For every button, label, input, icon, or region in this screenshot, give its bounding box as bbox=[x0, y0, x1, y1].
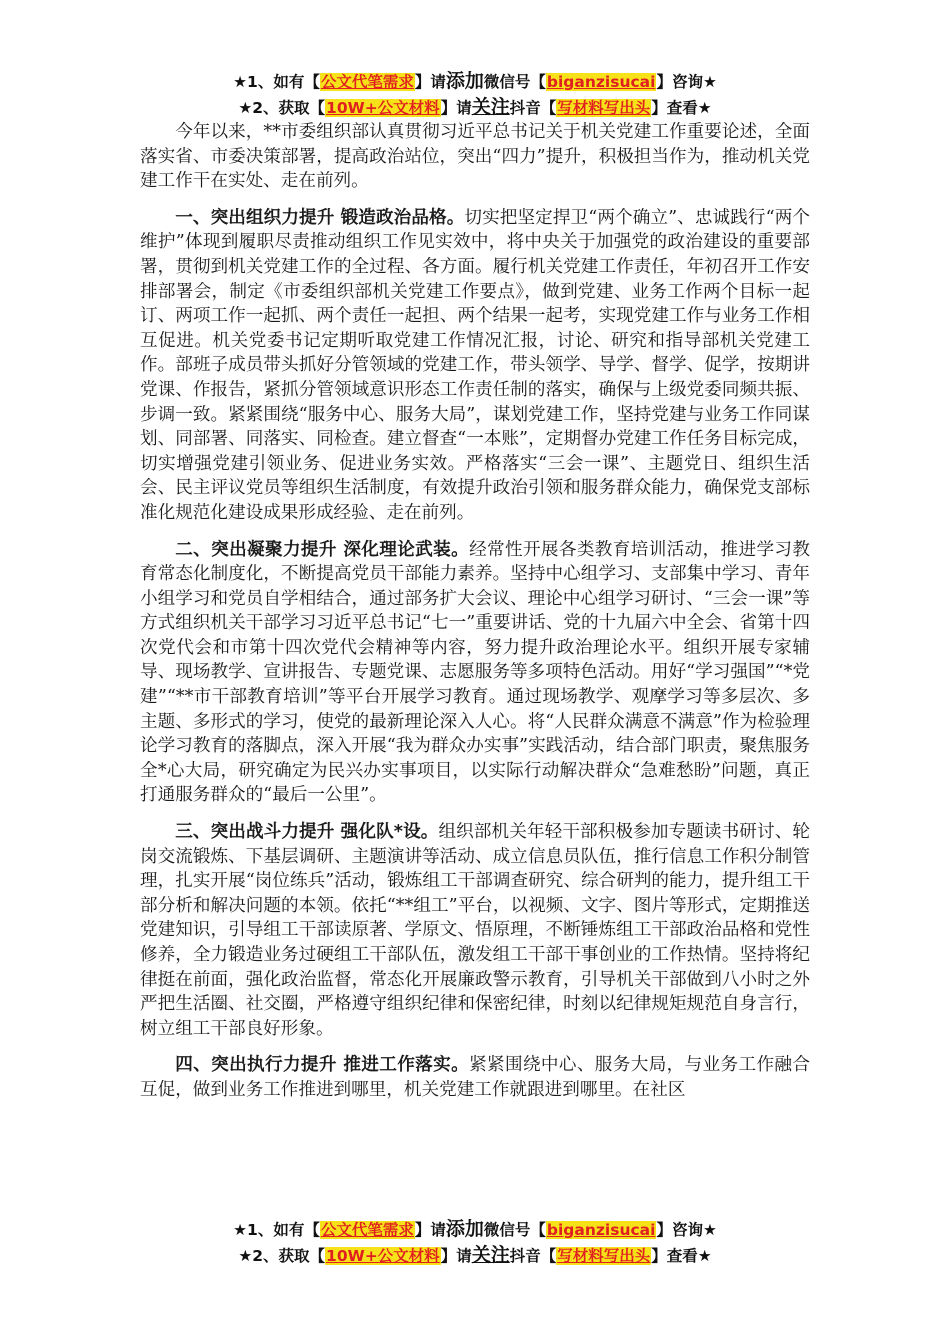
banner-highlight: biganzisucai bbox=[546, 73, 656, 91]
section-text: 组织部机关年轻干部积极参加专题读书研讨、轮岗交流锻炼、下基层调研、主题演讲等活动、成立信息员队伍，推行信息工作积分制管理，扎实开展“岗位练兵”活动，锻炼组工干部调查研究、综合研判的能力，提升组工干部分析和解决问题的本领。依托“**组工”平台，以视频、文字、图片等形式，定期推送党建知识，引导组工干部读原著、学原文、悟原理，不断锤炼组工干部政治品格和党性修养，全力锻造业务过硬组工干部队伍，激发组工干部干事创业的工作热情。坚持将纪律挺在前面，强化政治监督，常态化开展廉政警示教育，引导机关干部做到八小时之外严把生活圈、社交圈，严格遵守组织纪律和保密纪律，时刻以纪律规矩规范自身言行，树立组工干部良好形象。 bbox=[140, 822, 810, 1039]
banner-highlight: 写材料写出头 bbox=[557, 99, 651, 117]
banner-text: 抖音【 bbox=[509, 99, 557, 117]
section-text: 紧紧围绕中心、服务大局，与业务工作融合互促，做到业务工作推进到哪里，机关党建工作就跟进到哪里。在社区 bbox=[140, 1055, 810, 1100]
banner-highlight: 公文代笔需求 bbox=[320, 1221, 414, 1239]
banner-emphasis: 关注 bbox=[471, 1244, 510, 1266]
banner-text: 】咨询★ bbox=[656, 73, 717, 91]
section-paragraph-1 bbox=[140, 206, 810, 526]
banner-emphasis: 关注 bbox=[471, 96, 510, 118]
banner-text: ★2、获取【 bbox=[238, 99, 326, 117]
top-banner-line-1 bbox=[140, 68, 810, 95]
banner-text: 微信号【 bbox=[483, 1221, 546, 1239]
banner-text: 】查看★ bbox=[651, 1247, 712, 1265]
intro-paragraph: 今年以来，**市委组织部认真贯彻习近平总书记关于机关党建工作重要论述，全面落实省、市委决策部署，提高政治站位，突出“四力”提升，积极担当作为，推动机关党建工作干在实处、走在前列。 bbox=[140, 122, 810, 192]
section-paragraph-4 bbox=[140, 1053, 810, 1102]
bottom-banner-line-1 bbox=[140, 1216, 810, 1243]
banner-text: 】请 bbox=[440, 1247, 472, 1265]
banner-text: 】查看★ bbox=[651, 99, 712, 117]
section-heading: 二、突出凝聚力提升 深化理论武装。 bbox=[175, 539, 470, 560]
document-body bbox=[140, 120, 810, 1115]
section-paragraph-3 bbox=[140, 820, 810, 1041]
section-text: 切实把坚定捍卫“两个确立”、忠诚践行“两个维护”体现到履职尽责推动组织工作见实效中，将中央关于加强党的政治建设的重要部署，贯彻到机关党建工作的全过程、各方面。履行机关党建工作责任，年初召开工作安排部署会，制定《市委组织部机关党建工作要点》，做到党建、业务工作两个目标一起订、两项工作一起抓、两个责任一起担、两个结果一起考，实现党建工作与业务工作相互促进。机关党委书记定期听取党建工作情况汇报，讨论、研究和指导部机关党建工作。部班子成员带头抓好分管领域的党建工作，带头领学、导学、督学、促学，按期讲党课、作报告，紧抓分管领域意识形态工作责任制的落实，确保与上级党委同频共振、步调一致。紧紧围绕“服务中心、服务大局”，谋划党建工作，坚持党建与业务工作同谋划、同部署、同落实、同检查。建立督查“一本账”，定期督办党建工作任务目标完成，切实增强党建引领业务、促进业务实效。严格落实“三会一课”、主题党日、组织生活会、民主评议党员等组织生活制度，有效提升政治引领和服务群众能力，确保党支部标准化规范化建设成果形成经验、走在前列。 bbox=[140, 207, 810, 523]
banner-emphasis: 添加 bbox=[445, 1218, 484, 1240]
banner-highlight: 10W+公文材料 bbox=[326, 99, 440, 117]
banner-highlight: 写材料写出头 bbox=[557, 1247, 651, 1265]
banner-text: 】咨询★ bbox=[656, 1221, 717, 1239]
section-heading: 一、突出组织力提升 锻造政治品格。 bbox=[175, 207, 465, 228]
banner-text: ★1、如有【 bbox=[233, 1221, 320, 1239]
section-heading: 三、突出战斗力提升 强化队*设。 bbox=[175, 822, 439, 843]
top-banner-line-2 bbox=[140, 94, 810, 121]
banner-highlight: 公文代笔需求 bbox=[320, 73, 414, 91]
bottom-banner-line-2 bbox=[140, 1242, 810, 1269]
banner-text: 】请 bbox=[414, 1221, 446, 1239]
banner-text: 微信号【 bbox=[483, 73, 546, 91]
banner-highlight: biganzisucai bbox=[546, 1221, 656, 1239]
banner-text: ★1、如有【 bbox=[233, 73, 320, 91]
banner-emphasis: 添加 bbox=[445, 70, 484, 92]
section-paragraph-2 bbox=[140, 538, 810, 809]
banner-text: 】请 bbox=[440, 99, 472, 117]
section-heading: 四、突出执行力提升 推进工作落实。 bbox=[175, 1055, 470, 1076]
banner-text: 抖音【 bbox=[509, 1247, 557, 1265]
section-text: 经常性开展各类教育培训活动，推进学习教育常态化制度化，不断提高党员干部能力素养。坚持中心组学习、支部集中学习、青年小组学习和党员自学相结合，通过部务扩大会议、理论中心组学习研讨、“三会一课”等方式组织机关干部学习习近平总书记“七一”重要讲话、党的十九届六中全会、省第十四次党代会和市第十四次党代会精神等内容，努力提升政治理论水平。组织开展专家辅导、现场教学、宣讲报告、专题党课、志愿服务等多项特色活动。用好“学习强国”“*党建”“**市干部教育培训”等平台开展学习教育。通过现场教学、观摩学习等多层次、多主题、多形式的学习，使党的最新理论深入人心。将“人民群众满意不满意”作为检验理论学习教育的落脚点，深入开展“我为群众办实事”实践活动，结合部门职责，聚焦服务全*心大局，研究确定为民兴办实事项目，以实际行动解决群众“急难愁盼”问题，真正打通服务群众的“最后一公里”。 bbox=[140, 539, 810, 806]
banner-text: 】请 bbox=[414, 73, 446, 91]
banner-text: ★2、获取【 bbox=[238, 1247, 326, 1265]
banner-highlight: 10W+公文材料 bbox=[326, 1247, 440, 1265]
